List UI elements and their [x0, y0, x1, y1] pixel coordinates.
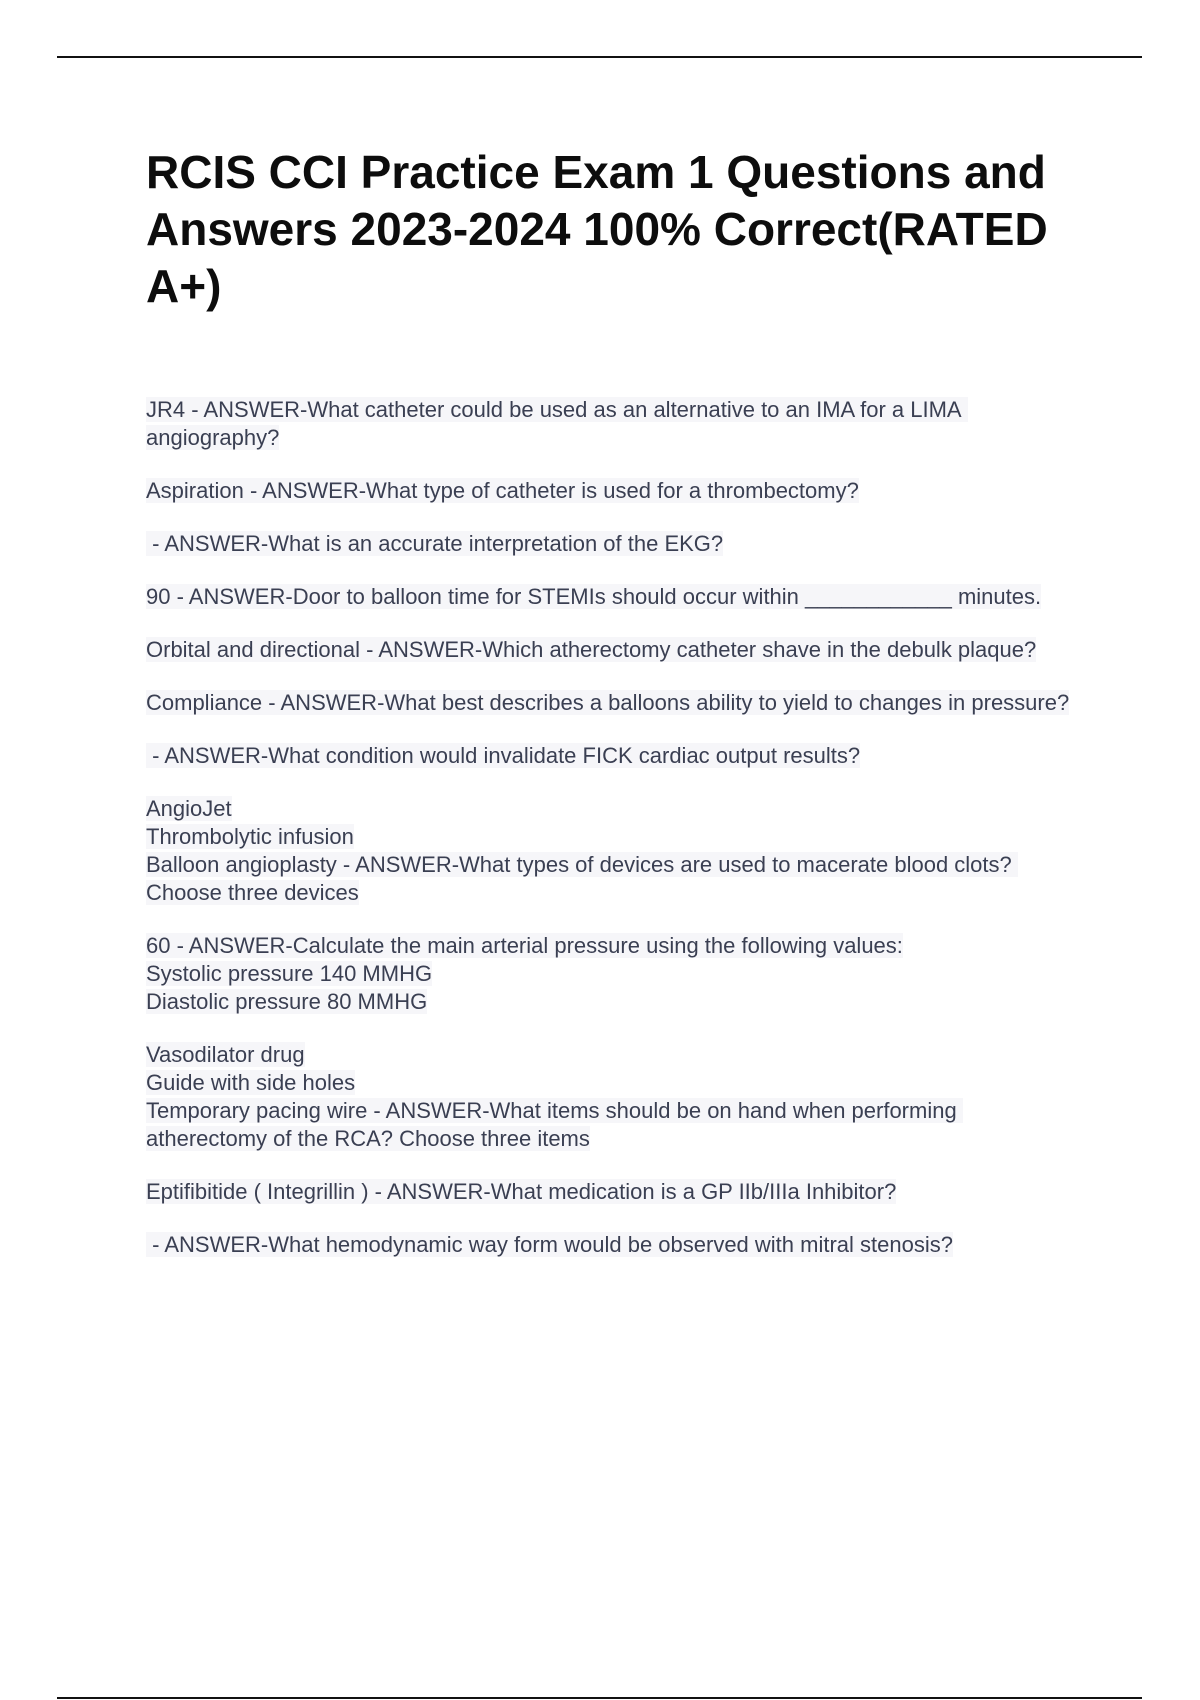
qa-item [146, 530, 1076, 558]
qa-item-text: 90 - ANSWER-Door to balloon time for STEMIs should occur within ____________ minutes. [146, 584, 1042, 609]
top-rule [57, 56, 1142, 58]
qa-item [146, 636, 1076, 664]
bottom-rule [57, 1697, 1142, 1699]
qa-item-text: AngioJet Thrombolytic infusion Balloon angioplasty - ANSWER-What types of devices are used to macerate blood clots? Choose three devices [146, 796, 1018, 905]
qa-item [146, 1231, 1076, 1259]
qa-item-text: - ANSWER-What hemodynamic way form would be observed with mitral stenosis? [146, 1232, 953, 1257]
qa-item [146, 1178, 1076, 1206]
qa-item [146, 742, 1076, 770]
qa-item [146, 396, 1076, 452]
qa-item-text: - ANSWER-What is an accurate interpretation of the EKG? [146, 531, 724, 556]
qa-list [146, 396, 1076, 1284]
qa-item [146, 583, 1076, 611]
qa-item [146, 932, 1076, 1016]
qa-item-text: - ANSWER-What condition would invalidate FICK cardiac output results? [146, 743, 861, 768]
qa-item-text: Aspiration - ANSWER-What type of catheter is used for a thrombectomy? [146, 478, 859, 503]
qa-item [146, 689, 1076, 717]
qa-item [146, 477, 1076, 505]
qa-item-text: Eptifibitide ( Integrillin ) - ANSWER-What medication is a GP IIb/IIIa Inhibitor? [146, 1179, 897, 1204]
qa-item [146, 795, 1076, 907]
qa-item-text: Vasodilator drug Guide with side holes Temporary pacing wire - ANSWER-What items should be on hand when performing atherectomy of the RCA? Choose three items [146, 1042, 963, 1151]
document-title: RCIS CCI Practice Exam 1 Questions and Answers 2023-2024 100% Correct(RATED A+) [146, 146, 1048, 312]
qa-item [146, 1041, 1076, 1153]
qa-item-text: JR4 - ANSWER-What catheter could be used as an alternative to an IMA for a LIMA angiography? [146, 397, 968, 450]
qa-item-text: Orbital and directional - ANSWER-Which atherectomy catheter shave in the debulk plaque? [146, 637, 1037, 662]
qa-item-text: Compliance - ANSWER-What best describes a balloons ability to yield to changes in pressure? [146, 690, 1070, 715]
qa-item-text: 60 - ANSWER-Calculate the main arterial pressure using the following values: Systolic pressure 140 MMHG Diastolic pressure 80 MMHG [146, 933, 903, 1014]
